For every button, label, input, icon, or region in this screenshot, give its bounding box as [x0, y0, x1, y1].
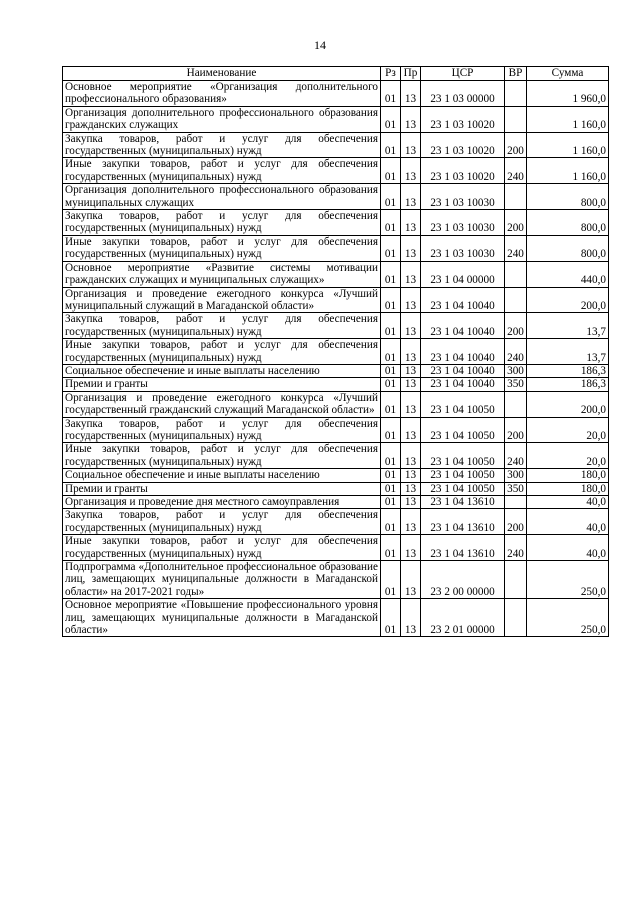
cell-pr: 13 — [401, 313, 421, 339]
cell-vr — [505, 184, 527, 210]
cell-csr: 23 1 04 10050 — [421, 482, 505, 495]
cell-csr: 23 1 04 10040 — [421, 287, 505, 313]
cell-csr: 23 1 04 10050 — [421, 417, 505, 443]
cell-name: Организация и проведение ежегодного конкурса «Лучший государственный гражданский служащий Магаданской области» — [63, 391, 381, 417]
cell-name: Основное мероприятие «Развитие системы мотивации гражданских служащих и муниципальных служащих» — [63, 261, 381, 287]
table-header-row — [63, 67, 609, 81]
cell-rz: 01 — [381, 378, 401, 391]
table-row — [63, 482, 609, 495]
table-row — [63, 417, 609, 443]
cell-rz: 01 — [381, 561, 401, 599]
cell-sum: 1 160,0 — [527, 106, 609, 132]
cell-rz: 01 — [381, 158, 401, 184]
header-rz: Рз — [381, 67, 401, 81]
cell-vr: 240 — [505, 535, 527, 561]
table-row — [63, 509, 609, 535]
cell-pr: 13 — [401, 391, 421, 417]
cell-rz: 01 — [381, 535, 401, 561]
cell-sum: 800,0 — [527, 235, 609, 261]
cell-rz: 01 — [381, 210, 401, 236]
cell-csr: 23 1 04 13610 — [421, 496, 505, 509]
table-row — [63, 496, 609, 509]
table-row — [63, 235, 609, 261]
cell-sum: 250,0 — [527, 599, 609, 637]
cell-rz: 01 — [381, 132, 401, 158]
header-csr: ЦСР — [421, 67, 505, 81]
cell-rz: 01 — [381, 81, 401, 107]
budget-table — [62, 66, 609, 637]
cell-sum: 200,0 — [527, 391, 609, 417]
cell-sum: 440,0 — [527, 261, 609, 287]
cell-sum: 20,0 — [527, 417, 609, 443]
cell-name: Закупка товаров, работ и услуг для обеспечения государственных (муниципальных) нужд — [63, 509, 381, 535]
table-row — [63, 287, 609, 313]
table-row — [63, 158, 609, 184]
cell-pr: 13 — [401, 535, 421, 561]
cell-vr — [505, 261, 527, 287]
cell-vr: 350 — [505, 378, 527, 391]
cell-sum: 186,3 — [527, 378, 609, 391]
cell-csr: 23 1 04 10050 — [421, 391, 505, 417]
cell-sum: 200,0 — [527, 287, 609, 313]
header-pr: Пр — [401, 67, 421, 81]
cell-rz: 01 — [381, 339, 401, 365]
cell-pr: 13 — [401, 443, 421, 469]
cell-sum: 1 160,0 — [527, 158, 609, 184]
cell-pr: 13 — [401, 599, 421, 637]
table-row — [63, 469, 609, 482]
cell-name: Социальное обеспечение и иные выплаты населению — [63, 364, 381, 377]
cell-pr: 13 — [401, 210, 421, 236]
cell-vr — [505, 81, 527, 107]
cell-vr: 200 — [505, 417, 527, 443]
cell-sum: 180,0 — [527, 469, 609, 482]
cell-csr: 23 1 04 10040 — [421, 313, 505, 339]
cell-sum: 800,0 — [527, 184, 609, 210]
table-row — [63, 599, 609, 637]
cell-vr: 200 — [505, 313, 527, 339]
cell-name: Премии и гранты — [63, 482, 381, 495]
cell-name: Иные закупки товаров, работ и услуг для обеспечения государственных (муниципальных) нужд — [63, 158, 381, 184]
cell-name: Социальное обеспечение и иные выплаты населению — [63, 469, 381, 482]
cell-vr: 240 — [505, 443, 527, 469]
table-row — [63, 378, 609, 391]
cell-csr: 23 1 04 00000 — [421, 261, 505, 287]
cell-csr: 23 1 04 13610 — [421, 535, 505, 561]
cell-csr: 23 1 04 10040 — [421, 339, 505, 365]
cell-vr: 240 — [505, 235, 527, 261]
cell-pr: 13 — [401, 364, 421, 377]
header-name: Наименование — [63, 67, 381, 81]
cell-pr: 13 — [401, 469, 421, 482]
cell-csr: 23 1 03 00000 — [421, 81, 505, 107]
cell-pr: 13 — [401, 106, 421, 132]
cell-name: Организация и проведение ежегодного конкурса «Лучший муниципальный служащий в Магаданской области» — [63, 287, 381, 313]
cell-sum: 800,0 — [527, 210, 609, 236]
cell-sum: 186,3 — [527, 364, 609, 377]
cell-rz: 01 — [381, 184, 401, 210]
cell-pr: 13 — [401, 158, 421, 184]
header-vr: ВР — [505, 67, 527, 81]
cell-pr: 13 — [401, 482, 421, 495]
cell-rz: 01 — [381, 391, 401, 417]
cell-pr: 13 — [401, 184, 421, 210]
cell-vr — [505, 599, 527, 637]
cell-name: Закупка товаров, работ и услуг для обеспечения государственных (муниципальных) нужд — [63, 417, 381, 443]
cell-vr: 200 — [505, 132, 527, 158]
cell-csr: 23 1 03 10020 — [421, 106, 505, 132]
cell-vr: 300 — [505, 364, 527, 377]
cell-csr: 23 1 04 13610 — [421, 509, 505, 535]
cell-pr: 13 — [401, 132, 421, 158]
cell-csr: 23 2 00 00000 — [421, 561, 505, 599]
cell-name: Организация дополнительного профессионального образования гражданских служащих — [63, 106, 381, 132]
cell-sum: 13,7 — [527, 339, 609, 365]
cell-csr: 23 1 04 10050 — [421, 443, 505, 469]
cell-csr: 23 1 04 10040 — [421, 378, 505, 391]
table-row — [63, 364, 609, 377]
cell-name: Закупка товаров, работ и услуг для обеспечения государственных (муниципальных) нужд — [63, 210, 381, 236]
cell-rz: 01 — [381, 313, 401, 339]
cell-csr: 23 1 04 10050 — [421, 469, 505, 482]
cell-vr: 350 — [505, 482, 527, 495]
page-number: 14 — [314, 38, 326, 52]
cell-sum: 1 160,0 — [527, 132, 609, 158]
cell-vr: 300 — [505, 469, 527, 482]
cell-pr: 13 — [401, 378, 421, 391]
cell-vr: 200 — [505, 509, 527, 535]
cell-rz: 01 — [381, 106, 401, 132]
cell-pr: 13 — [401, 81, 421, 107]
cell-sum: 180,0 — [527, 482, 609, 495]
cell-csr: 23 1 03 10030 — [421, 235, 505, 261]
cell-csr: 23 1 04 10040 — [421, 364, 505, 377]
cell-sum: 13,7 — [527, 313, 609, 339]
cell-pr: 13 — [401, 417, 421, 443]
table-body — [63, 81, 609, 637]
cell-pr: 13 — [401, 496, 421, 509]
cell-pr: 13 — [401, 561, 421, 599]
cell-rz: 01 — [381, 287, 401, 313]
cell-sum: 20,0 — [527, 443, 609, 469]
cell-name: Закупка товаров, работ и услуг для обеспечения государственных (муниципальных) нужд — [63, 313, 381, 339]
table-row — [63, 561, 609, 599]
cell-rz: 01 — [381, 417, 401, 443]
cell-csr: 23 1 03 10030 — [421, 210, 505, 236]
cell-rz: 01 — [381, 599, 401, 637]
cell-csr: 23 1 03 10020 — [421, 132, 505, 158]
table-row — [63, 184, 609, 210]
table-row — [63, 443, 609, 469]
table-row — [63, 391, 609, 417]
cell-vr — [505, 106, 527, 132]
cell-name: Закупка товаров, работ и услуг для обеспечения государственных (муниципальных) нужд — [63, 132, 381, 158]
cell-sum: 250,0 — [527, 561, 609, 599]
cell-pr: 13 — [401, 235, 421, 261]
cell-name: Основное мероприятие «Организация дополнительного профессионального образования» — [63, 81, 381, 107]
cell-csr: 23 1 03 10020 — [421, 158, 505, 184]
cell-rz: 01 — [381, 235, 401, 261]
cell-vr: 200 — [505, 210, 527, 236]
cell-vr — [505, 561, 527, 599]
cell-vr — [505, 496, 527, 509]
table-row — [63, 132, 609, 158]
table-row — [63, 261, 609, 287]
cell-rz: 01 — [381, 482, 401, 495]
cell-vr — [505, 287, 527, 313]
cell-sum: 1 960,0 — [527, 81, 609, 107]
cell-name: Иные закупки товаров, работ и услуг для обеспечения государственных (муниципальных) нужд — [63, 535, 381, 561]
cell-pr: 13 — [401, 287, 421, 313]
cell-csr: 23 1 03 10030 — [421, 184, 505, 210]
header-sum: Сумма — [527, 67, 609, 81]
cell-rz: 01 — [381, 443, 401, 469]
table-row — [63, 535, 609, 561]
cell-rz: 01 — [381, 469, 401, 482]
table-row — [63, 210, 609, 236]
cell-vr — [505, 391, 527, 417]
cell-name: Премии и гранты — [63, 378, 381, 391]
cell-rz: 01 — [381, 496, 401, 509]
cell-name: Иные закупки товаров, работ и услуг для обеспечения государственных (муниципальных) нужд — [63, 443, 381, 469]
cell-name: Иные закупки товаров, работ и услуг для обеспечения государственных (муниципальных) нужд — [63, 339, 381, 365]
cell-sum: 40,0 — [527, 496, 609, 509]
cell-rz: 01 — [381, 509, 401, 535]
cell-sum: 40,0 — [527, 509, 609, 535]
table-row — [63, 81, 609, 107]
cell-name: Организация и проведение дня местного самоуправления — [63, 496, 381, 509]
cell-vr: 240 — [505, 339, 527, 365]
cell-rz: 01 — [381, 261, 401, 287]
cell-name: Подпрограмма «Дополнительное профессиональное образование лиц, замещающих муниципальные должности в Магаданской области» на 2017-2021 годы» — [63, 561, 381, 599]
cell-vr: 240 — [505, 158, 527, 184]
cell-sum: 40,0 — [527, 535, 609, 561]
cell-name: Иные закупки товаров, работ и услуг для обеспечения государственных (муниципальных) нужд — [63, 235, 381, 261]
table-row — [63, 313, 609, 339]
cell-pr: 13 — [401, 509, 421, 535]
cell-pr: 13 — [401, 261, 421, 287]
cell-rz: 01 — [381, 364, 401, 377]
cell-csr: 23 2 01 00000 — [421, 599, 505, 637]
cell-name: Организация дополнительного профессионального образования муниципальных служащих — [63, 184, 381, 210]
cell-name: Основное мероприятие «Повышение профессионального уровня лиц, замещающих муниципальные должности в Магаданской области» — [63, 599, 381, 637]
table-row — [63, 106, 609, 132]
table-row — [63, 339, 609, 365]
cell-pr: 13 — [401, 339, 421, 365]
